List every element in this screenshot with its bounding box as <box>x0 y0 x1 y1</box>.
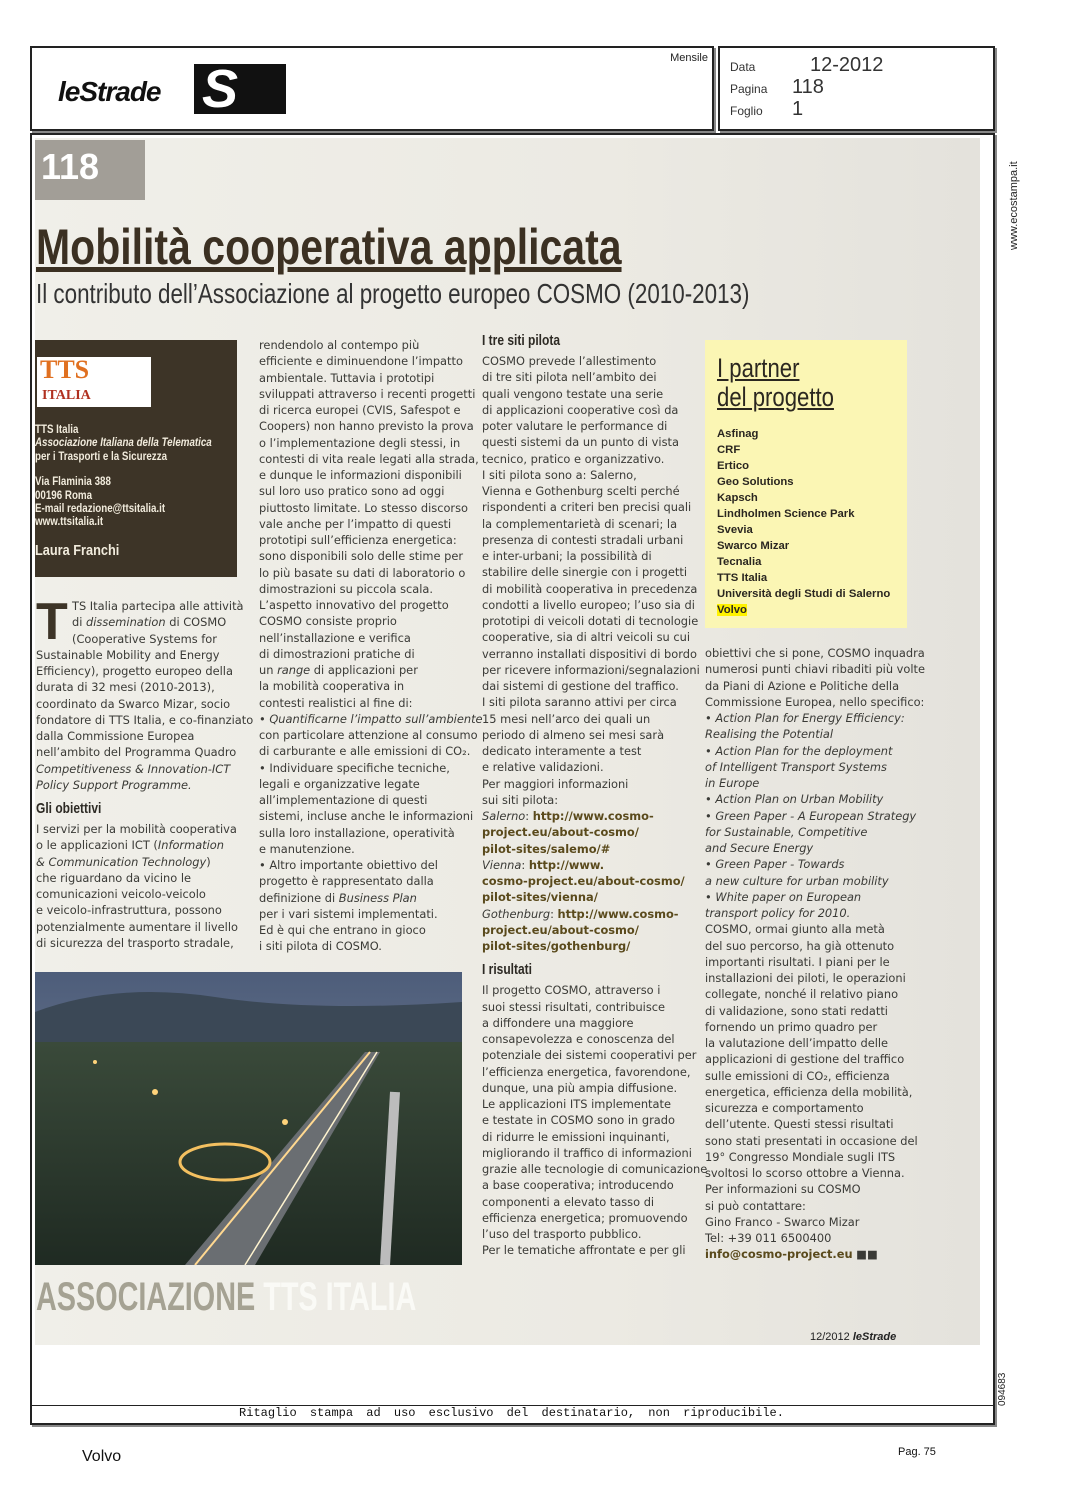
partner-name: Ertico <box>717 460 750 472</box>
meta-value: 1 <box>792 98 804 120</box>
org-full-name: Associazione Italiana della Telematica <box>35 437 212 450</box>
partner-item <box>717 506 890 522</box>
text-line: grazie alle tecnologie di comunicazione <box>482 1162 708 1176</box>
masthead-box <box>30 46 714 131</box>
link-text[interactable]: cosmo-project.eu/about-cosmo/ <box>482 874 685 888</box>
text-line: si può contattare: <box>705 1198 806 1213</box>
text-line <box>705 726 925 742</box>
text-line: e dunque le informazioni disponibili <box>259 468 462 482</box>
article-title: Mobilità cooperativa applicata <box>36 219 622 275</box>
text-segment: : <box>525 809 533 823</box>
partners-title: del progetto <box>717 382 834 412</box>
partner-item <box>717 602 890 618</box>
text-line <box>259 711 483 727</box>
text-line: contesti di vita reale legati alla strada, <box>259 451 479 466</box>
text-line: efficienza energetica; promuovendo <box>482 1210 688 1225</box>
text-line: sviluppati attraverso i recenti progetti <box>259 386 476 401</box>
meta-page <box>730 76 824 99</box>
text-line: con particolare attenzione al consumo <box>259 728 478 742</box>
text-line: nell’installazione e verifica <box>259 630 411 645</box>
text-segment: Competitiveness & Innovation-ICT <box>36 761 231 776</box>
text-segment: • Action Plan on Urban Mobility <box>705 792 884 807</box>
text-line: di ridurre le emissioni inquinanti, <box>482 1129 670 1144</box>
link-text[interactable]: pilot-sites/salemo/# <box>482 841 611 856</box>
highway-night-photo <box>35 972 462 1265</box>
text-line: ambientale. Tuttavia i prototipi <box>259 370 435 385</box>
text-line: di tre siti pilota nell’ambito dei <box>482 370 657 385</box>
text-segment: : <box>550 906 558 921</box>
text-line: L’aspetto innovativo del progetto <box>259 598 449 612</box>
text-line: migliorando il traffico di informazioni <box>482 1145 692 1160</box>
text-line: di carburante e alle emissioni di CO₂. <box>259 744 471 759</box>
text-line <box>482 922 707 938</box>
text-line: sulla loro installazione, operatività <box>259 825 455 840</box>
text-line: obiettivi che si pone, COSMO inquadra <box>705 646 925 660</box>
text-line: Per maggiori informazioni <box>482 776 629 791</box>
partner-name: Asfinag <box>717 428 759 440</box>
text-line: la valutazione dell’impatto delle <box>705 1036 889 1050</box>
text-line: potenziale dei sistemi cooperativi per <box>482 1048 697 1063</box>
org-full-name: per i Trasporti e la Sicurezza <box>35 450 168 463</box>
text-line: sicurezza e comportamento <box>705 1101 864 1115</box>
text-line <box>705 856 925 872</box>
text-segment: Policy Support Programme. <box>36 777 192 792</box>
text-segment: di COSMO <box>165 615 227 630</box>
text-line: dunque, una più ampia diffusione. <box>482 1080 678 1095</box>
website: www.ttsitalia.it <box>35 516 104 529</box>
text-line <box>705 759 925 775</box>
text-segment: range <box>277 663 311 677</box>
partner-item <box>717 586 890 602</box>
text-line <box>705 791 925 807</box>
text-line <box>36 801 210 821</box>
banner-word: TTS ITALIA <box>263 1275 417 1319</box>
text-line: • Individuare specifiche tecniche, <box>259 760 450 775</box>
partner-name: Swarco Mizar <box>717 540 790 552</box>
text-line: del suo percorso, ha già ottenuto <box>705 938 895 953</box>
text-segment: and Secure Energy <box>705 841 814 855</box>
partner-item <box>717 570 890 586</box>
text-segment: o le applicazioni ICT ( <box>36 838 158 853</box>
text-line: importanti risultati. I piani per le <box>705 954 890 969</box>
partner-item <box>717 426 890 442</box>
meta-label: Pagina <box>730 82 768 96</box>
text-line: I siti pilota sono a: Salerno, <box>482 467 637 482</box>
text-line: Sustainable Mobility and Energy <box>36 647 220 662</box>
text-segment: • Green Paper - Towards <box>705 857 845 872</box>
text-line: I siti pilota saranno attivi per circa <box>482 695 677 710</box>
partners-box <box>705 340 907 628</box>
logo-main: TTS <box>40 355 90 384</box>
text-line: Per informazioni su COSMO <box>705 1182 861 1197</box>
text-line <box>705 873 925 889</box>
clipping-notice: Ritaglio stampa ad uso esclusivo del destinatario, non riproducibile. <box>239 1406 784 1420</box>
text-line <box>482 889 707 905</box>
partner-item <box>717 522 890 538</box>
text-line: 15 mesi nell’arco dei quali un <box>482 711 651 726</box>
text-line: tecnico, pratico e organizzativo. <box>482 451 665 466</box>
text-line <box>705 743 925 759</box>
text-line: la mobilità cooperativa in <box>259 679 405 694</box>
partner-item <box>717 458 890 474</box>
text-line <box>36 854 253 870</box>
partner-name: Volvo <box>717 604 747 616</box>
text-line: sono stati presentati in occasione del <box>705 1133 918 1148</box>
text-line: e manutenzione. <box>259 841 355 856</box>
text-line <box>482 841 707 857</box>
issue-meta-box <box>718 46 995 131</box>
link-text[interactable]: project.eu/about-cosmo/ <box>482 825 639 840</box>
partner-name: Kapsch <box>717 492 758 504</box>
text-segment: for Sustainable, Competitive <box>705 824 868 839</box>
text-line: a base cooperativa; introducendo <box>482 1178 674 1193</box>
text-line: nell’ambito del Programma Quadro <box>36 745 237 760</box>
text-line: dalla Commissione Europea <box>36 729 195 743</box>
footer-page-number: Pag. 75 <box>898 1446 936 1458</box>
article-column-4 <box>705 645 925 1263</box>
text-line: di validazione, sono stati redatti <box>705 1003 888 1018</box>
text-line: sono disponibili solo delle stime per <box>259 549 464 564</box>
text-line: all’implementazione di questi <box>259 793 428 807</box>
partners-title: I partner <box>717 353 800 383</box>
partner-name: Geo Solutions <box>717 476 794 488</box>
text-line: (Cooperative Systems for <box>72 631 217 646</box>
text-segment: • Action Plan for Energy Efficiency: <box>705 711 905 725</box>
partner-name: TTS Italia <box>717 572 768 584</box>
text-line: quali vengono testate una serie <box>482 386 664 401</box>
text-line <box>705 840 925 856</box>
text-line: e veicolo-infrastruttura, possono <box>36 903 222 918</box>
meta-sheet <box>730 98 803 121</box>
banner-word: ASSOCIAZIONE <box>36 1275 256 1319</box>
text-line: Commissione Europea, nello specifico: <box>705 694 925 709</box>
text-segment: di applicazioni per <box>310 663 418 677</box>
partner-name: Tecnalia <box>717 556 762 568</box>
partners-list <box>717 426 890 618</box>
magazine-name: leStrade <box>852 1331 897 1343</box>
text-line <box>705 710 925 726</box>
footer-keyword: Volvo <box>82 1448 122 1465</box>
author: Laura Franchi <box>35 541 120 559</box>
text-segment: Realising the Potential <box>705 727 834 742</box>
text-line: di dimostrazioni pratiche di <box>259 646 415 661</box>
text-line <box>482 857 707 873</box>
text-line: progetto è rappresentato dalla <box>259 874 434 889</box>
text-line: Coopers) non hanno previsto la prova <box>259 419 474 434</box>
text-line: applicazioni di gestione del traffico <box>705 1052 905 1067</box>
text-line <box>705 1246 925 1262</box>
text-line: potenzialmente aumentare il livello <box>36 919 238 934</box>
text-line: sul loro uso pratico sono ad oggi <box>259 484 445 499</box>
section-heading: I risultati <box>482 961 533 979</box>
text-line: stabilire delle sinergie con i progetti <box>482 565 688 580</box>
text-line: consapevolezza e conoscenza del <box>482 1032 675 1046</box>
text-line: COSMO prevede l’allestimento <box>482 354 657 368</box>
text-line: energetica, efficienza della mobilità, <box>705 1084 913 1099</box>
text-line: di applicazioni cooperative così da <box>482 402 679 417</box>
text-line: piuttosto limitate. Lo stesso discorso <box>259 500 469 515</box>
text-line: installazioni dei piloti, le operazioni <box>705 971 906 985</box>
text-line <box>36 837 253 853</box>
text-line <box>705 889 925 905</box>
text-line: dimostrazioni su piccola scala. <box>259 581 434 596</box>
logo-text: leStrade <box>58 76 161 107</box>
text-line: dai sistemi di gestione del traffico. <box>482 679 679 693</box>
text-segment: • Green Paper - A European Strategy <box>705 808 917 823</box>
article-subtitle: Il contributo dell’Associazione al progetto europeo COSMO (2010-2013) <box>36 278 750 309</box>
text-line: svoltosi lo scorso ottobre a Vienna. <box>705 1166 905 1180</box>
text-line: questi sistemi da un punto di vista <box>482 435 679 450</box>
meta-label: Data <box>730 60 756 74</box>
text-line: per ricevere informazioni/segnalazioni <box>482 662 700 677</box>
address: Via Flaminia 388 <box>35 476 111 489</box>
text-segment: Quantificarne l’impatto sull’ambiente <box>269 711 483 726</box>
text-line: la complementarietà di scenari; la <box>482 516 678 531</box>
text-segment: definizione di <box>259 890 339 905</box>
text-line: fondatore di TTS Italia, e co-finanziato <box>36 712 254 727</box>
section-banner <box>36 1275 416 1320</box>
org-name: TTS Italia <box>35 424 79 436</box>
article-column-2 <box>259 337 483 955</box>
text-line <box>705 824 925 840</box>
text-line: Per le tematiche affrontate e per gli <box>482 1243 686 1258</box>
partner-name: CRF <box>717 444 741 456</box>
text-line: Efficiency), progetto europeo della <box>36 664 233 678</box>
article-column-3 <box>482 333 707 1259</box>
article-page-footer <box>810 1331 896 1343</box>
text-line: sui siti pilota: <box>482 792 559 807</box>
link-text[interactable]: http://www.cosmo- <box>557 906 679 921</box>
text-line: dedicato interamente a test <box>482 744 642 758</box>
text-line: da Piani di Azione e Politiche della <box>705 678 900 693</box>
text-line: sistemi, incluse anche le informazioni <box>259 809 474 824</box>
text-segment: ) <box>206 854 211 869</box>
text-line: Le applicazioni ITS implementate <box>482 1097 671 1111</box>
text-line: cooperative, sia di altri veicoli su cui <box>482 630 691 645</box>
frequency-label: Mensile <box>670 52 708 64</box>
email: E-mail redazione@ttsitalia.it <box>35 503 166 516</box>
text-line: COSMO, ormai giunto alla metà <box>705 922 885 937</box>
clipping-code: 094683 <box>997 1372 1008 1406</box>
text-line: Ed è qui che entrano in gioco <box>259 923 426 937</box>
text-line <box>482 906 707 922</box>
text-line: efficiente e diminuendone l’impatto <box>259 354 463 369</box>
text-line: • Altro importante obiettivo del <box>259 858 438 872</box>
organization-sidebar <box>35 340 237 577</box>
text-line: COSMO consiste proprio <box>259 614 397 629</box>
text-segment: • White paper on European <box>705 889 862 904</box>
text-line <box>482 808 707 824</box>
text-line: vale anche per l’impatto di questi <box>259 516 452 531</box>
section-heading: I tre siti pilota <box>482 332 561 349</box>
text-line: e inter-urbani; la possibilità di <box>482 549 652 563</box>
text-line: condotti a livello europeo; l’uso sia di <box>482 597 695 612</box>
text-segment: dissemination <box>86 615 166 630</box>
text-line: Tel: +39 011 6500400 <box>705 1231 832 1245</box>
text-line: di mobilità cooperativa in precedenza <box>482 581 698 596</box>
text-line: legali e organizzative legate <box>259 776 420 791</box>
tts-italia-logo <box>37 357 151 407</box>
text-line: l’efficienza energetica, favorendone, <box>482 1064 691 1079</box>
text-line: Il progetto COSMO, attraverso i <box>482 983 661 998</box>
text-line <box>705 905 925 921</box>
text-line: l’uso del trasporto pubblico. <box>482 1227 642 1241</box>
text-line: rispondenti a criteri ben precisi quali <box>482 500 692 515</box>
partner-item <box>717 538 890 554</box>
address: 00196 Roma <box>35 489 93 502</box>
article-column-1 <box>36 593 254 951</box>
text-segment: • <box>259 711 270 726</box>
text-segment: & Communication Technology <box>36 854 207 869</box>
text-line: dell’utente. Questi stessi risultati <box>705 1117 894 1132</box>
partner-name: Svevia <box>717 524 753 536</box>
partner-name: Università degli Studi di Salerno <box>717 588 891 600</box>
text-line: presenza di contesti stradali urbani <box>482 532 684 547</box>
text-line: fornendo un primo quadro per <box>705 1019 878 1034</box>
text-segment: : <box>521 857 529 872</box>
text-line: numerosi punti chiavi ribaditi più volte <box>705 662 926 677</box>
text-segment: Information <box>157 838 224 853</box>
text-segment: in Europe <box>705 776 760 790</box>
text-line: e testate in COSMO sono in grado <box>482 1113 675 1128</box>
page-number: 118 <box>41 146 100 187</box>
text-line: prototipi di veicoli dotati di tecnologie <box>482 614 699 628</box>
partner-item <box>717 490 890 506</box>
link-text[interactable]: pilot-sites/vienna/ <box>482 890 598 905</box>
text-segment: di <box>72 615 87 630</box>
text-segment: Salerno <box>482 809 526 823</box>
text-line: coordinato da Swarco Mizar, socio <box>36 696 231 711</box>
partner-name: Lindholmen Science Park <box>717 508 855 520</box>
text-line: I servizi per la mobilità cooperativa <box>36 822 237 836</box>
text-line <box>705 808 925 824</box>
partner-item <box>717 474 890 490</box>
text-line <box>259 662 483 678</box>
text-segment: Vienna <box>482 857 522 872</box>
meta-label: Foglio <box>730 104 763 118</box>
partner-item <box>717 554 890 570</box>
text-segment: Gothenburg <box>482 906 551 921</box>
text-line: contesti realistici al fine di: <box>259 695 413 710</box>
text-line <box>482 873 707 889</box>
text-line <box>482 962 662 982</box>
link-text[interactable]: http://www. <box>528 857 605 872</box>
text-line <box>705 775 925 791</box>
link-text[interactable]: project.eu/about-cosmo/ <box>482 922 639 937</box>
meta-value: 12-2012 <box>810 54 884 76</box>
source-website: www.ecostampa.it <box>1008 161 1020 250</box>
drop-cap-t: T <box>36 593 68 651</box>
text-line: a diffondere una maggiore <box>482 1015 634 1030</box>
text-line: i siti pilota di COSMO. <box>259 939 382 954</box>
text-line: Vienna e Gothenburg scelti perché <box>482 484 680 498</box>
link-text[interactable]: info@cosmo-project.eu <box>705 1247 853 1262</box>
partner-item <box>717 442 890 458</box>
text-line: periodo di almeno sei mesi sarà <box>482 727 665 742</box>
meta-date <box>730 54 883 77</box>
text-line: verranno installati dispositivi di bordo <box>482 646 697 661</box>
text-line <box>36 761 253 777</box>
text-line: comunicazioni veicolo-veicolo <box>36 887 206 901</box>
logo-sub: ITALIA <box>42 388 91 403</box>
text-line: suoi stessi risultati, contribuisce <box>482 999 666 1014</box>
text-line: Gino Franco - Swarco Mizar <box>705 1214 860 1229</box>
text-line: e relative validazioni. <box>482 760 604 775</box>
text-line: rendendolo al contempo più <box>259 338 420 352</box>
text-segment: • Action Plan for the deployment <box>705 743 893 758</box>
link-text[interactable]: pilot-sites/gothenburg/ <box>482 939 631 953</box>
text-line: o l’implementazione degli stessi, in <box>259 435 461 450</box>
meta-value: 118 <box>792 76 824 98</box>
text-line: prototipi sull’efficienza energetica: <box>259 533 457 547</box>
text-segment: of Intelligent Transport Systems <box>705 759 887 774</box>
text-line: TS Italia partecipa alle attività <box>72 599 244 613</box>
text-line: sulle emissioni di CO₂, efficienza <box>705 1068 890 1083</box>
text-line: poter valutare le performance di <box>482 419 668 433</box>
text-line <box>482 333 662 353</box>
text-segment: Business Plan <box>338 890 417 905</box>
text-line <box>36 777 253 793</box>
text-line: che riguardano da vicino le <box>36 870 192 885</box>
logo-mark: S <box>194 64 286 114</box>
text-line: 19° Congresso Mondiale sugli ITS <box>705 1149 896 1164</box>
text-segment: ■■ <box>852 1247 878 1262</box>
issue-date: 12/2012 <box>810 1331 850 1343</box>
text-line: collegate, nonché il relativo piano <box>705 987 899 1002</box>
text-line: componenti a elevato tasso di <box>482 1194 655 1209</box>
section-heading: Gli obiettivi <box>36 800 102 817</box>
text-line: di ricerca europei (CVIS, Safespot e <box>259 403 461 417</box>
text-segment: transport policy for 2010. <box>705 906 851 920</box>
text-line <box>482 938 707 954</box>
text-line <box>482 824 707 840</box>
text-line: durata di 32 mesi (2010-2013), <box>36 680 215 695</box>
text-line <box>36 614 253 630</box>
link-text[interactable]: http://www.cosmo- <box>532 809 654 823</box>
text-segment: un <box>259 663 278 677</box>
text-line: lo più basate su dati di laboratorio o <box>259 565 466 580</box>
text-line: per i vari sistemi implementati. <box>259 906 438 921</box>
page-number-badge <box>35 140 145 200</box>
text-line <box>259 890 483 906</box>
text-segment: a new culture for urban mobility <box>705 873 889 888</box>
text-line: di sicurezza del trasporto stradale, <box>36 935 234 950</box>
